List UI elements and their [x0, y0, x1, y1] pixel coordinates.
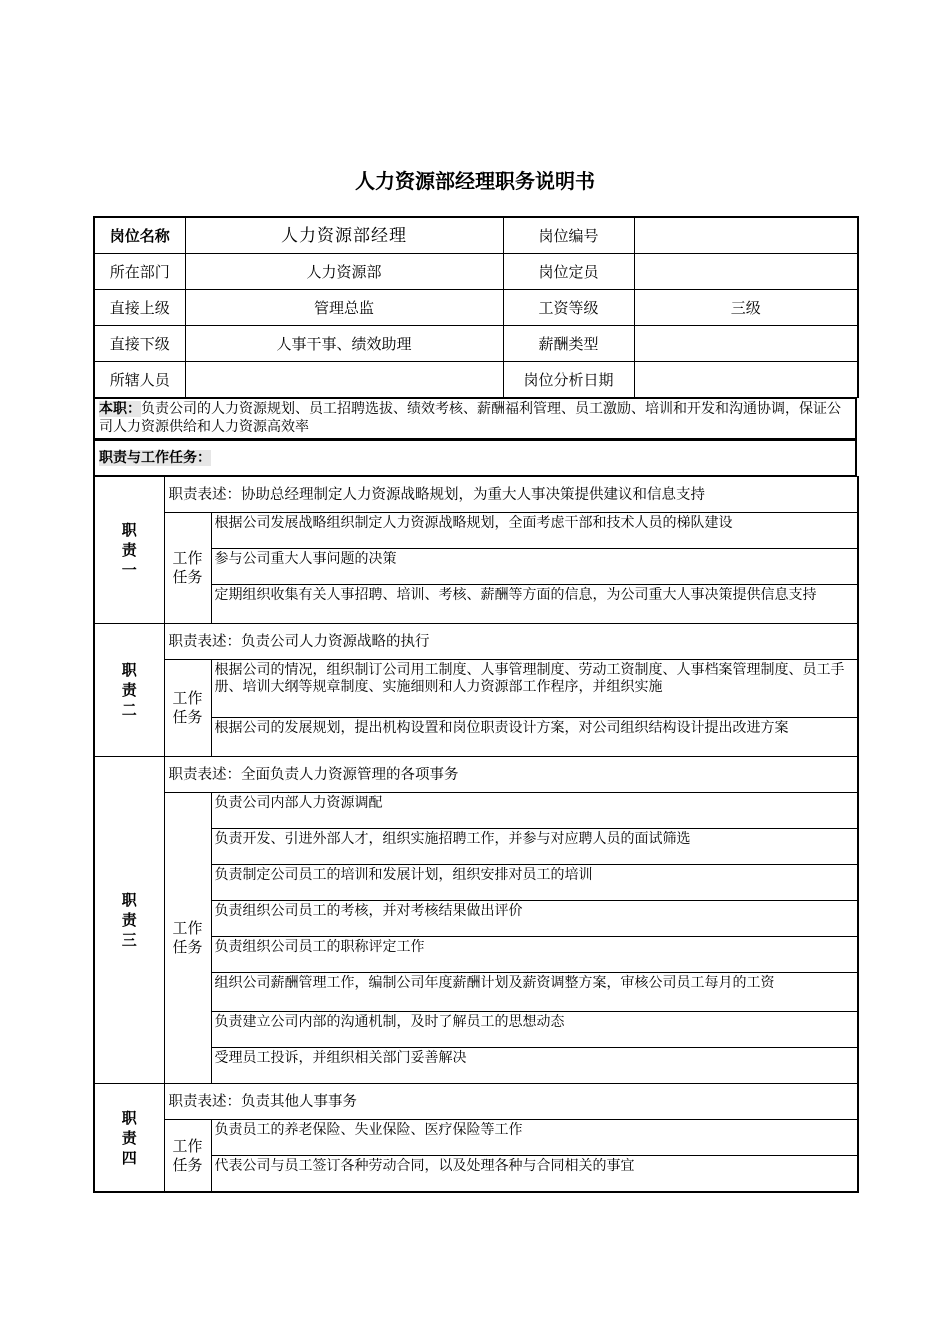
task-item: 根据公司的发展规划，提出机构设置和岗位职责设计方案，对公司组织结构设计提出改进方案	[211, 718, 858, 757]
info-row	[94, 290, 858, 326]
duty-statement: 职责表述：协助总经理制定人力资源战略规划，为重大人事决策提供建议和信息支持	[164, 477, 858, 513]
duties-table	[93, 476, 859, 1193]
duty-label: 职责一	[94, 477, 164, 624]
task-item: 负责制定公司员工的培训和发展计划，组织安排对员工的培训	[211, 865, 858, 901]
task-item: 组织公司薪酬管理工作，编制公司年度薪酬计划及薪资调整方案，审核公司员工每月的工资	[211, 973, 858, 1012]
duty-statement-row	[94, 624, 858, 660]
duties-header-cell	[94, 440, 856, 476]
info-label: 直接下级	[94, 326, 185, 362]
document-title: 人力资源部经理职务说明书	[355, 169, 595, 193]
duty-statement-row	[94, 757, 858, 793]
info-label: 岗位定员	[503, 254, 634, 290]
task-label: 工作任务	[164, 660, 211, 757]
task-row	[94, 660, 858, 718]
task-label: 工作任务	[164, 793, 211, 1084]
info-value	[634, 326, 858, 362]
info-value: 管理总监	[185, 290, 503, 326]
info-value	[634, 254, 858, 290]
info-label: 薪酬类型	[503, 326, 634, 362]
task-row	[94, 793, 858, 829]
task-item: 代表公司与员工签订各种劳动合同，以及处理各种与合同相关的事宜	[211, 1156, 858, 1193]
duty-statement: 职责表述：负责其他人事事务	[164, 1084, 858, 1120]
task-item: 根据公司的情况，组织制订公司用工制度、人事管理制度、劳动工资制度、人事档案管理制度、员工手册、培训大纲等规章制度、实施细则和人力资源部工作程序，并组织实施	[211, 660, 858, 718]
info-value	[185, 362, 503, 398]
info-value: 人事干事、绩效助理	[185, 326, 503, 362]
job-description-form	[93, 216, 857, 1193]
info-value: 人力资源部	[185, 254, 503, 290]
info-label: 工资等级	[503, 290, 634, 326]
task-item: 负责组织公司员工的职称评定工作	[211, 937, 858, 973]
info-row	[94, 362, 858, 398]
duties-header-table	[93, 439, 857, 476]
info-value	[634, 362, 858, 398]
info-value	[634, 217, 858, 254]
duty-statement: 职责表述：负责公司人力资源战略的执行	[164, 624, 858, 660]
duty-label: 职责三	[94, 757, 164, 1084]
info-label: 直接上级	[94, 290, 185, 326]
basic-info-table	[93, 216, 859, 398]
task-label: 工作任务	[164, 513, 211, 624]
task-item: 参与公司重大人事问题的决策	[211, 549, 858, 585]
duty-statement-row	[94, 477, 858, 513]
duty-statement-row	[94, 1084, 858, 1120]
summary-label: 本职：	[99, 401, 141, 417]
info-value: 三级	[634, 290, 858, 326]
summary-table	[93, 398, 857, 439]
task-row	[94, 1120, 858, 1156]
task-item: 负责建立公司内部的沟通机制，及时了解员工的思想动态	[211, 1012, 858, 1048]
duty-label: 职责二	[94, 624, 164, 757]
duty-label: 职责四	[94, 1084, 164, 1193]
info-label: 所在部门	[94, 254, 185, 290]
task-item: 受理员工投诉，并组织相关部门妥善解决	[211, 1048, 858, 1084]
info-row	[94, 254, 858, 290]
duty-statement: 职责表述：全面负责人力资源管理的各项事务	[164, 757, 858, 793]
task-item: 负责组织公司员工的考核，并对考核结果做出评价	[211, 901, 858, 937]
info-row	[94, 326, 858, 362]
info-label: 岗位名称	[94, 217, 185, 254]
info-label: 岗位编号	[503, 217, 634, 254]
duties-header: 职责与工作任务：	[99, 450, 211, 466]
task-row	[94, 513, 858, 549]
info-value: 人力资源部经理	[185, 217, 503, 254]
task-item: 根据公司发展战略组织制定人力资源战略规划，全面考虑干部和技术人员的梯队建设	[211, 513, 858, 549]
task-label: 工作任务	[164, 1120, 211, 1193]
info-label: 所辖人员	[94, 362, 185, 398]
task-item: 负责员工的养老保险、失业保险、医疗保险等工作	[211, 1120, 858, 1156]
task-item: 负责开发、引进外部人才，组织实施招聘工作，并参与对应聘人员的面试筛选	[211, 829, 858, 865]
info-row	[94, 217, 858, 254]
info-label: 岗位分析日期	[503, 362, 634, 398]
summary-text: 负责公司的人力资源规划、员工招聘选拔、绩效考核、薪酬福利管理、员工激励、培训和开发和沟通协调，保证公司人力资源供给和人力资源高效率	[99, 401, 841, 435]
summary-cell	[94, 399, 856, 439]
task-item: 定期组织收集有关人事招聘、培训、考核、薪酬等方面的信息，为公司重大人事决策提供信息支持	[211, 585, 858, 624]
task-item: 负责公司内部人力资源调配	[211, 793, 858, 829]
